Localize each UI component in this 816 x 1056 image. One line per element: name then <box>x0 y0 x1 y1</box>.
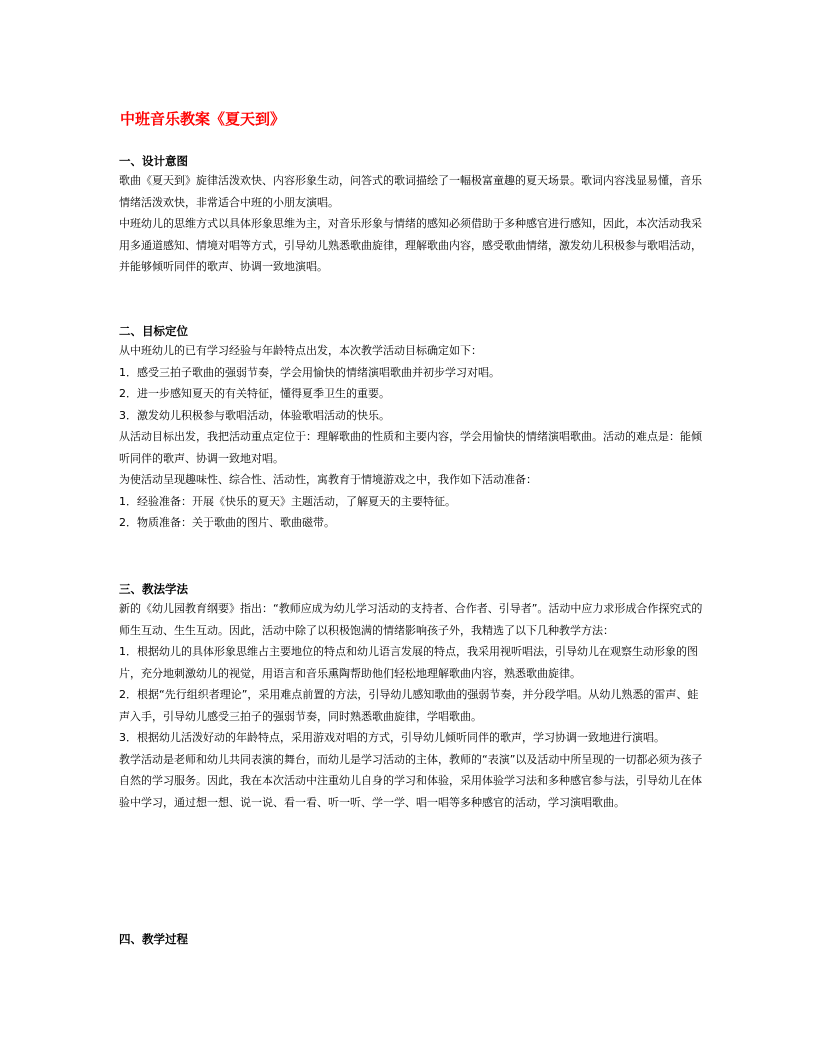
section-heading: 一、设计意图 <box>119 154 188 168</box>
paragraph: 1．经验准备：开展《快乐的夏天》主题活动，了解夏天的主要特征。 <box>119 494 456 508</box>
section-goals <box>119 322 703 534</box>
paragraph: 从活动目标出发，我把活动重点定位于：理解歌曲的性质和主要内容，学会用愉快的情绪演唱歌曲。活动的难点是：能倾听同伴的歌声、协调一致地对唱。 <box>119 430 702 465</box>
paragraph: 从中班幼儿的已有学习经验与年龄特点出发，本次教学活动目标确定如下： <box>119 344 482 357</box>
section-design-intent <box>119 152 703 278</box>
paragraph: 新的《幼儿园教育纲要》指出：“教师应成为幼儿学习活动的支持者、合作者、引导者”。活动中应力求形成合作探究式的师生互动、生生互动。因此，活动中除了以积极饱满的情绪影响孩子外，我精选了以下几种教学方法： <box>119 602 703 637</box>
section-teaching-process <box>119 930 703 948</box>
section-heading: 三、教法学法 <box>119 582 188 596</box>
paragraph: 1．感受三拍子歌曲的强弱节奏，学会用愉快的情绪演唱歌曲并初步学习对唱。 <box>119 365 500 379</box>
paragraph: 3．激发幼儿积极参与歌唱活动，体验歌唱活动的快乐。 <box>119 408 390 422</box>
paragraph: 歌曲《夏天到》旋律活泼欢快、内容形象生动，问答式的歌词描绘了一幅极富童趣的夏天场景。歌词内容浅显易懂，音乐情绪活泼欢快，非常适合中班的小朋友演唱。 <box>119 174 702 209</box>
section-heading: 四、教学过程 <box>119 932 188 946</box>
document-title: 中班音乐教案《夏天到》 <box>120 110 286 128</box>
paragraph: 2．进一步感知夏天的有关特征，懂得夏季卫生的重要。 <box>119 387 390 400</box>
paragraph: 3．根据幼儿活泼好动的年龄特点，采用游戏对唱的方式，引导幼儿倾听同伴的歌声，学习协调一致地进行演唱。 <box>119 731 665 744</box>
paragraph: 1．根据幼儿的具体形象思维占主要地位的特点和幼儿语言发展的特点，我采用视听唱法，引导幼儿在观察生动形象的图片，充分地刺激幼儿的视觉，用语言和音乐熏陶帮助他们轻松地理解歌曲内容，熟悉歌曲旋律。 <box>119 645 698 680</box>
section-heading: 二、目标定位 <box>119 324 188 338</box>
paragraph: 2．物质准备：关于歌曲的图片、歌曲磁带。 <box>119 516 335 529</box>
paragraph: 为使活动呈现趣味性、综合性、活动性，寓教育于情境游戏之中，我作如下活动准备： <box>119 473 537 486</box>
paragraph: 中班幼儿的思维方式以具体形象思维为主，对音乐形象与情绪的感知必须借助于多种感官进行感知，因此，本次活动我采用多通道感知、情境对唱等方式，引导幼儿熟悉歌曲旋律，理解歌曲内容，感受歌曲情绪，激发幼儿积极参与歌唱活动，并能够倾听同伴的歌声、协调一致地演唱。 <box>119 217 702 273</box>
paragraph: 2．根据“先行组织者理论”，采用难点前置的方法，引导幼儿感知歌曲的强弱节奏，并分段学唱。从幼儿熟悉的雷声、蛙声入手，引导幼儿感受三拍子的强弱节奏，同时熟悉歌曲旋律，学唱歌曲。 <box>119 688 699 723</box>
paragraph: 教学活动是老师和幼儿共同表演的舞台，而幼儿是学习活动的主体，教师的“表演”以及活动中所呈现的一切都必须为孩子自然的学习服务。因此，我在本次活动中注重幼儿自身的学习和体验，采用体验学习法和多种感官参与法，引导幼儿在体验中学习，通过想一想、说一说、看一看、听一听、学一学、唱一唱等多种感官的活动，学习演唱歌曲。 <box>119 752 703 809</box>
section-teaching-methods <box>119 580 703 813</box>
